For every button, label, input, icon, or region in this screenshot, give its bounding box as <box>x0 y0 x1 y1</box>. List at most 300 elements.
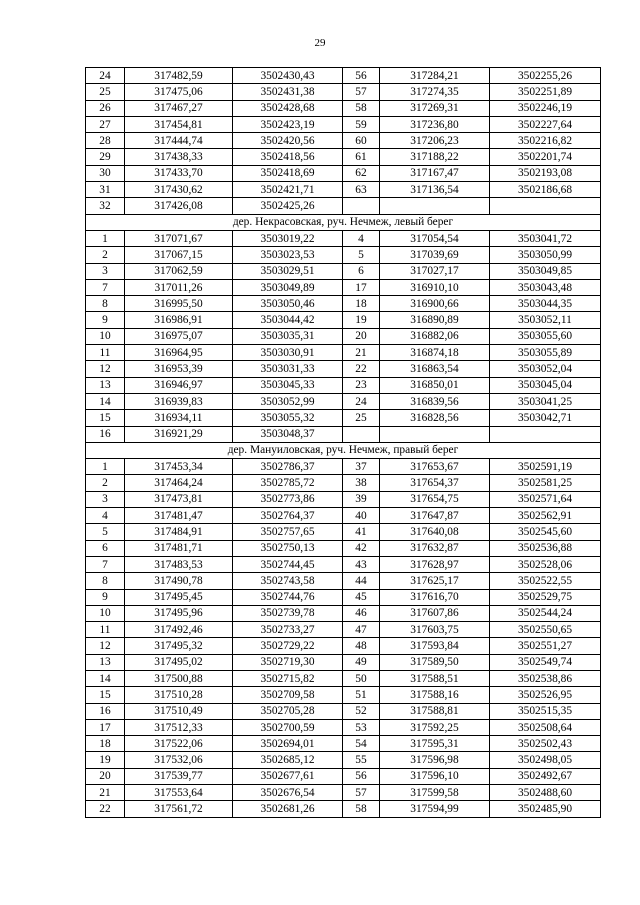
y-coordinate-left: 3503055,32 <box>233 410 343 426</box>
x-coordinate-right: 317284,21 <box>380 68 490 84</box>
y-coordinate-right: 3502508,64 <box>490 719 601 735</box>
point-number-left: 15 <box>86 410 125 426</box>
point-number-right: 58 <box>343 801 380 817</box>
y-coordinate-right <box>490 198 601 214</box>
point-number-right: 40 <box>343 508 380 524</box>
table-row <box>86 312 601 328</box>
y-coordinate-left: 3502700,59 <box>233 719 343 735</box>
x-coordinate-right: 316900,66 <box>380 296 490 312</box>
x-coordinate-left: 317532,06 <box>125 752 233 768</box>
table-row <box>86 116 601 132</box>
x-coordinate-left: 317453,34 <box>125 459 233 475</box>
point-number-right: 23 <box>343 377 380 393</box>
point-number-left: 3 <box>86 491 125 507</box>
point-number-right: 37 <box>343 459 380 475</box>
x-coordinate-left: 317490,78 <box>125 573 233 589</box>
point-number-right <box>343 198 380 214</box>
point-number-right <box>343 426 380 442</box>
point-number-left: 16 <box>86 703 125 719</box>
x-coordinate-right <box>380 198 490 214</box>
point-number-left: 9 <box>86 589 125 605</box>
point-number-left: 21 <box>86 785 125 801</box>
point-number-left: 8 <box>86 573 125 589</box>
point-number-left: 2 <box>86 475 125 491</box>
y-coordinate-right: 3502492,67 <box>490 768 601 784</box>
y-coordinate-right: 3502529,75 <box>490 589 601 605</box>
x-coordinate-left: 316995,50 <box>125 296 233 312</box>
y-coordinate-right: 3502571,64 <box>490 491 601 507</box>
x-coordinate-right: 317594,99 <box>380 801 490 817</box>
x-coordinate-left: 317481,71 <box>125 540 233 556</box>
table-row <box>86 247 601 263</box>
point-number-right: 49 <box>343 654 380 670</box>
x-coordinate-right: 317628,97 <box>380 556 490 572</box>
x-coordinate-right: 317054,54 <box>380 230 490 246</box>
x-coordinate-left: 316975,07 <box>125 328 233 344</box>
point-number-right: 47 <box>343 622 380 638</box>
x-coordinate-left: 317454,81 <box>125 116 233 132</box>
x-coordinate-right: 317653,67 <box>380 459 490 475</box>
x-coordinate-left: 317512,33 <box>125 719 233 735</box>
y-coordinate-left: 3502418,56 <box>233 149 343 165</box>
point-number-right: 51 <box>343 687 380 703</box>
table-row <box>86 279 601 295</box>
x-coordinate-right: 316850,01 <box>380 377 490 393</box>
point-number-left: 19 <box>86 752 125 768</box>
point-number-right: 44 <box>343 573 380 589</box>
point-number-right: 4 <box>343 230 380 246</box>
y-coordinate-right: 3503052,04 <box>490 361 601 377</box>
point-number-right: 38 <box>343 475 380 491</box>
x-coordinate-right: 317588,81 <box>380 703 490 719</box>
table-row <box>86 785 601 801</box>
point-number-left: 7 <box>86 556 125 572</box>
point-number-right: 48 <box>343 638 380 654</box>
x-coordinate-left: 316939,83 <box>125 393 233 409</box>
y-coordinate-left: 3502786,37 <box>233 459 343 475</box>
table-row <box>86 149 601 165</box>
y-coordinate-left: 3502733,27 <box>233 622 343 638</box>
table-row <box>86 230 601 246</box>
y-coordinate-left: 3502420,56 <box>233 133 343 149</box>
point-number-right: 20 <box>343 328 380 344</box>
x-coordinate-right: 317654,75 <box>380 491 490 507</box>
point-number-left: 29 <box>86 149 125 165</box>
y-coordinate-right: 3502502,43 <box>490 736 601 752</box>
table-row <box>86 459 601 475</box>
y-coordinate-left: 3503019,22 <box>233 230 343 246</box>
y-coordinate-left: 3502729,22 <box>233 638 343 654</box>
x-coordinate-right: 316863,54 <box>380 361 490 377</box>
y-coordinate-right: 3502550,65 <box>490 622 601 638</box>
point-number-left: 26 <box>86 100 125 116</box>
y-coordinate-left: 3502715,82 <box>233 670 343 686</box>
point-number-right: 5 <box>343 247 380 263</box>
y-coordinate-left: 3502677,61 <box>233 768 343 784</box>
x-coordinate-left: 317067,15 <box>125 247 233 263</box>
point-number-left: 9 <box>86 312 125 328</box>
y-coordinate-left: 3502681,26 <box>233 801 343 817</box>
x-coordinate-right: 317595,31 <box>380 736 490 752</box>
y-coordinate-left: 3503052,99 <box>233 393 343 409</box>
y-coordinate-left: 3502709,58 <box>233 687 343 703</box>
y-coordinate-right: 3503045,04 <box>490 377 601 393</box>
point-number-right: 41 <box>343 524 380 540</box>
x-coordinate-left: 317495,02 <box>125 654 233 670</box>
point-number-right: 21 <box>343 345 380 361</box>
point-number-left: 11 <box>86 622 125 638</box>
x-coordinate-right: 317588,51 <box>380 670 490 686</box>
point-number-left: 7 <box>86 279 125 295</box>
point-number-left: 31 <box>86 182 125 198</box>
y-coordinate-right: 3503041,72 <box>490 230 601 246</box>
x-coordinate-left: 317071,67 <box>125 230 233 246</box>
point-number-left: 11 <box>86 345 125 361</box>
x-coordinate-right: 317206,23 <box>380 133 490 149</box>
table-row <box>86 393 601 409</box>
y-coordinate-right: 3502551,27 <box>490 638 601 654</box>
point-number-left: 10 <box>86 605 125 621</box>
point-number-left: 17 <box>86 719 125 735</box>
point-number-right: 6 <box>343 263 380 279</box>
y-coordinate-left: 3502421,71 <box>233 182 343 198</box>
y-coordinate-left: 3503031,33 <box>233 361 343 377</box>
x-coordinate-left: 316953,39 <box>125 361 233 377</box>
x-coordinate-right: 317136,54 <box>380 182 490 198</box>
x-coordinate-left: 317426,08 <box>125 198 233 214</box>
point-number-right: 39 <box>343 491 380 507</box>
table-row <box>86 736 601 752</box>
y-coordinate-right: 3502544,24 <box>490 605 601 621</box>
x-coordinate-right: 317588,16 <box>380 687 490 703</box>
point-number-left: 4 <box>86 508 125 524</box>
point-number-left: 24 <box>86 68 125 84</box>
section-title: дер. Мануиловская, руч. Нечмеж, правый берег <box>86 442 601 458</box>
section-header-row <box>86 214 601 230</box>
point-number-left: 10 <box>86 328 125 344</box>
y-coordinate-left: 3502425,26 <box>233 198 343 214</box>
table-row <box>86 508 601 524</box>
section-title: дер. Некрасовская, руч. Нечмеж, левый берег <box>86 214 601 230</box>
y-coordinate-right: 3503044,35 <box>490 296 601 312</box>
x-coordinate-left: 317495,32 <box>125 638 233 654</box>
table-row <box>86 100 601 116</box>
table-row <box>86 361 601 377</box>
y-coordinate-right: 3502251,89 <box>490 84 601 100</box>
table-row <box>86 654 601 670</box>
x-coordinate-left: 317492,46 <box>125 622 233 638</box>
table-row <box>86 84 601 100</box>
table-row <box>86 605 601 621</box>
x-coordinate-left: 317510,49 <box>125 703 233 719</box>
point-number-right: 54 <box>343 736 380 752</box>
table-row <box>86 345 601 361</box>
table-row <box>86 328 601 344</box>
table-row <box>86 475 601 491</box>
table-row <box>86 719 601 735</box>
table-row <box>86 426 601 442</box>
table-row <box>86 410 601 426</box>
x-coordinate-left: 316934,11 <box>125 410 233 426</box>
y-coordinate-right: 3502246,19 <box>490 100 601 116</box>
y-coordinate-left: 3502757,65 <box>233 524 343 540</box>
x-coordinate-left: 317475,06 <box>125 84 233 100</box>
y-coordinate-left: 3503048,37 <box>233 426 343 442</box>
point-number-right: 56 <box>343 68 380 84</box>
y-coordinate-left: 3502423,19 <box>233 116 343 132</box>
x-coordinate-left: 316946,97 <box>125 377 233 393</box>
x-coordinate-left: 317467,27 <box>125 100 233 116</box>
point-number-left: 1 <box>86 459 125 475</box>
coordinates-table-body <box>86 68 601 818</box>
point-number-right: 55 <box>343 752 380 768</box>
point-number-right: 18 <box>343 296 380 312</box>
x-coordinate-left: 317500,88 <box>125 670 233 686</box>
y-coordinate-right: 3503052,11 <box>490 312 601 328</box>
y-coordinate-right: 3502536,88 <box>490 540 601 556</box>
x-coordinate-right: 317592,25 <box>380 719 490 735</box>
table-row <box>86 622 601 638</box>
x-coordinate-right: 317640,08 <box>380 524 490 540</box>
table-row <box>86 165 601 181</box>
x-coordinate-right: 317596,98 <box>380 752 490 768</box>
x-coordinate-right: 317603,75 <box>380 622 490 638</box>
y-coordinate-right: 3502186,68 <box>490 182 601 198</box>
x-coordinate-right: 317625,17 <box>380 573 490 589</box>
y-coordinate-right: 3502216,82 <box>490 133 601 149</box>
y-coordinate-left: 3502685,12 <box>233 752 343 768</box>
point-number-right: 58 <box>343 100 380 116</box>
x-coordinate-left: 317561,72 <box>125 801 233 817</box>
x-coordinate-left: 317430,62 <box>125 182 233 198</box>
x-coordinate-right <box>380 426 490 442</box>
x-coordinate-right: 316874,18 <box>380 345 490 361</box>
table-row <box>86 589 601 605</box>
x-coordinate-left: 317484,91 <box>125 524 233 540</box>
point-number-right: 46 <box>343 605 380 621</box>
point-number-left: 14 <box>86 393 125 409</box>
x-coordinate-left: 316921,29 <box>125 426 233 442</box>
y-coordinate-left: 3502785,72 <box>233 475 343 491</box>
y-coordinate-right <box>490 426 601 442</box>
y-coordinate-left: 3502705,28 <box>233 703 343 719</box>
point-number-left: 13 <box>86 377 125 393</box>
page-number: 29 <box>314 37 326 49</box>
point-number-left: 13 <box>86 654 125 670</box>
point-number-right: 17 <box>343 279 380 295</box>
y-coordinate-left: 3502431,38 <box>233 84 343 100</box>
y-coordinate-right: 3503055,89 <box>490 345 601 361</box>
x-coordinate-right: 317616,70 <box>380 589 490 605</box>
x-coordinate-left: 317522,06 <box>125 736 233 752</box>
y-coordinate-right: 3502562,91 <box>490 508 601 524</box>
point-number-right: 57 <box>343 785 380 801</box>
y-coordinate-right: 3502193,08 <box>490 165 601 181</box>
point-number-left: 25 <box>86 84 125 100</box>
point-number-left: 18 <box>86 736 125 752</box>
table-row <box>86 670 601 686</box>
y-coordinate-left: 3502719,30 <box>233 654 343 670</box>
table-row <box>86 524 601 540</box>
x-coordinate-right: 317167,47 <box>380 165 490 181</box>
x-coordinate-left: 317495,45 <box>125 589 233 605</box>
x-coordinate-right: 316890,89 <box>380 312 490 328</box>
y-coordinate-right: 3502591,19 <box>490 459 601 475</box>
y-coordinate-left: 3502773,86 <box>233 491 343 507</box>
point-number-left: 22 <box>86 801 125 817</box>
x-coordinate-right: 317654,37 <box>380 475 490 491</box>
point-number-right: 19 <box>343 312 380 328</box>
y-coordinate-right: 3502549,74 <box>490 654 601 670</box>
y-coordinate-left: 3503044,42 <box>233 312 343 328</box>
y-coordinate-left: 3503045,33 <box>233 377 343 393</box>
y-coordinate-right: 3503041,25 <box>490 393 601 409</box>
x-coordinate-right: 317589,50 <box>380 654 490 670</box>
point-number-right: 60 <box>343 133 380 149</box>
x-coordinate-left: 317444,74 <box>125 133 233 149</box>
table-row <box>86 198 601 214</box>
point-number-left: 12 <box>86 638 125 654</box>
x-coordinate-left: 317473,81 <box>125 491 233 507</box>
x-coordinate-right: 317607,86 <box>380 605 490 621</box>
x-coordinate-right: 316910,10 <box>380 279 490 295</box>
x-coordinate-right: 317632,87 <box>380 540 490 556</box>
y-coordinate-right: 3502526,95 <box>490 687 601 703</box>
point-number-left: 12 <box>86 361 125 377</box>
table-row <box>86 752 601 768</box>
point-number-right: 59 <box>343 116 380 132</box>
y-coordinate-left: 3503050,46 <box>233 296 343 312</box>
point-number-right: 43 <box>343 556 380 572</box>
y-coordinate-right: 3502545,60 <box>490 524 601 540</box>
y-coordinate-left: 3502743,58 <box>233 573 343 589</box>
table-row <box>86 573 601 589</box>
y-coordinate-right: 3502488,60 <box>490 785 601 801</box>
y-coordinate-right: 3503042,71 <box>490 410 601 426</box>
table-row <box>86 182 601 198</box>
point-number-right: 53 <box>343 719 380 735</box>
x-coordinate-left: 317482,59 <box>125 68 233 84</box>
table-row <box>86 491 601 507</box>
y-coordinate-right: 3503049,85 <box>490 263 601 279</box>
table-row <box>86 638 601 654</box>
point-number-left: 1 <box>86 230 125 246</box>
y-coordinate-left: 3502744,45 <box>233 556 343 572</box>
y-coordinate-right: 3502485,90 <box>490 801 601 817</box>
point-number-left: 5 <box>86 524 125 540</box>
point-number-right: 63 <box>343 182 380 198</box>
y-coordinate-right: 3503055,60 <box>490 328 601 344</box>
x-coordinate-left: 317464,24 <box>125 475 233 491</box>
table-row <box>86 687 601 703</box>
x-coordinate-left: 317438,33 <box>125 149 233 165</box>
x-coordinate-right: 316882,06 <box>380 328 490 344</box>
x-coordinate-left: 317495,96 <box>125 605 233 621</box>
section-header-row <box>86 442 601 458</box>
x-coordinate-right: 316839,56 <box>380 393 490 409</box>
table-row <box>86 768 601 784</box>
y-coordinate-left: 3503049,89 <box>233 279 343 295</box>
table-row <box>86 263 601 279</box>
point-number-left: 15 <box>86 687 125 703</box>
point-number-right: 61 <box>343 149 380 165</box>
x-coordinate-left: 317539,77 <box>125 768 233 784</box>
y-coordinate-left: 3502764,37 <box>233 508 343 524</box>
table-row <box>86 68 601 84</box>
coordinates-table <box>85 67 601 818</box>
x-coordinate-right: 317596,10 <box>380 768 490 784</box>
x-coordinate-right: 317647,87 <box>380 508 490 524</box>
point-number-right: 50 <box>343 670 380 686</box>
point-number-right: 57 <box>343 84 380 100</box>
y-coordinate-right: 3502498,05 <box>490 752 601 768</box>
point-number-left: 20 <box>86 768 125 784</box>
y-coordinate-left: 3502750,13 <box>233 540 343 556</box>
table-row <box>86 703 601 719</box>
y-coordinate-right: 3502515,35 <box>490 703 601 719</box>
y-coordinate-left: 3503023,53 <box>233 247 343 263</box>
y-coordinate-left: 3503030,91 <box>233 345 343 361</box>
y-coordinate-left: 3503035,31 <box>233 328 343 344</box>
x-coordinate-left: 316964,95 <box>125 345 233 361</box>
point-number-left: 28 <box>86 133 125 149</box>
y-coordinate-left: 3502676,54 <box>233 785 343 801</box>
table-row <box>86 801 601 817</box>
y-coordinate-left: 3502739,78 <box>233 605 343 621</box>
y-coordinate-left: 3502428,68 <box>233 100 343 116</box>
x-coordinate-left: 317553,64 <box>125 785 233 801</box>
y-coordinate-right: 3502581,25 <box>490 475 601 491</box>
table-row <box>86 377 601 393</box>
y-coordinate-right: 3502227,64 <box>490 116 601 132</box>
point-number-right: 24 <box>343 393 380 409</box>
x-coordinate-left: 317510,28 <box>125 687 233 703</box>
x-coordinate-left: 316986,91 <box>125 312 233 328</box>
table-row <box>86 540 601 556</box>
x-coordinate-right: 317599,58 <box>380 785 490 801</box>
x-coordinate-right: 317593,84 <box>380 638 490 654</box>
point-number-left: 3 <box>86 263 125 279</box>
x-coordinate-right: 316828,56 <box>380 410 490 426</box>
x-coordinate-right: 317039,69 <box>380 247 490 263</box>
y-coordinate-right: 3502201,74 <box>490 149 601 165</box>
y-coordinate-left: 3503029,51 <box>233 263 343 279</box>
point-number-left: 16 <box>86 426 125 442</box>
y-coordinate-left: 3502430,43 <box>233 68 343 84</box>
point-number-left: 27 <box>86 116 125 132</box>
table-row <box>86 296 601 312</box>
y-coordinate-right: 3502528,06 <box>490 556 601 572</box>
y-coordinate-right: 3503050,99 <box>490 247 601 263</box>
y-coordinate-right: 3502538,86 <box>490 670 601 686</box>
table-row <box>86 133 601 149</box>
x-coordinate-left: 317062,59 <box>125 263 233 279</box>
point-number-left: 30 <box>86 165 125 181</box>
x-coordinate-right: 317188,22 <box>380 149 490 165</box>
y-coordinate-right: 3503043,48 <box>490 279 601 295</box>
point-number-left: 2 <box>86 247 125 263</box>
point-number-right: 42 <box>343 540 380 556</box>
x-coordinate-right: 317269,31 <box>380 100 490 116</box>
x-coordinate-left: 317481,47 <box>125 508 233 524</box>
point-number-right: 25 <box>343 410 380 426</box>
point-number-right: 52 <box>343 703 380 719</box>
point-number-left: 32 <box>86 198 125 214</box>
x-coordinate-right: 317274,35 <box>380 84 490 100</box>
x-coordinate-left: 317483,53 <box>125 556 233 572</box>
x-coordinate-right: 317236,80 <box>380 116 490 132</box>
point-number-left: 8 <box>86 296 125 312</box>
